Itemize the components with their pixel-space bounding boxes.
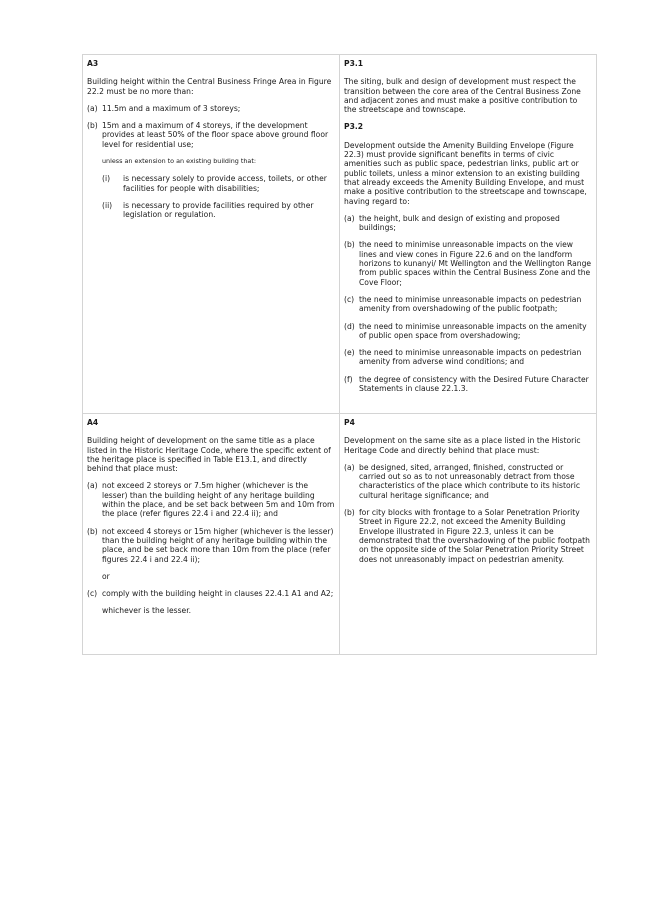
list-marker: (d)	[344, 321, 355, 331]
list-marker: (b)	[344, 508, 355, 518]
list-marker: (b)	[344, 240, 355, 250]
clause-text: Development outside the Amenity Building Envelope (Figure 22.3) must provide significant benefits in terms of civic amenities such as public space, pedestrian links, public art or public toilets, unless a minor extension to an existing building that already exceeds the Amenity Building Envelope, and must make a positive contribution to the streetscape and townscape, having regard to:	[344, 140, 587, 206]
list-text: 15m and a maximum of 4 storeys, if the development provides at least 50% of the floor space above ground floor level for residential use;	[102, 121, 329, 149]
closing-text: whichever is the lesser.	[102, 606, 192, 616]
list-item	[344, 240, 592, 286]
list-item	[344, 508, 592, 564]
list-text: is necessary solely to provide access, toilets, or other facilities for people with disabilities;	[123, 174, 327, 193]
clause-code: P3.2	[344, 122, 364, 132]
clause-intro: Building height of development on the same title as a place listed in the Historic Heritage Code, where the specific extent of the heritage place is specified in Table E13.1, and directly behind that place must:	[87, 436, 331, 474]
clause-intro: Development on the same site as a place listed in the Historic Heritage Code and directly behind that place must:	[344, 436, 581, 455]
list-marker: (e)	[344, 348, 355, 358]
list-item	[344, 295, 592, 314]
list-marker: (a)	[87, 481, 98, 491]
list-text: the need to minimise unreasonable impacts on the amenity of public open space from overshadowing;	[359, 321, 587, 340]
list-item	[344, 375, 592, 394]
list-marker: (b)	[87, 121, 98, 131]
list-text: comply with the building height in clauses 22.4.1 A1 and A2;	[102, 589, 334, 599]
table-row	[83, 414, 597, 655]
performance-criteria-p3	[340, 55, 597, 414]
list-text: be designed, sited, arranged, finished, constructed or carried out so as to not unreasonably detract from those characteristics of the place which contribute to its historic cultural heritage significance; and	[359, 462, 580, 500]
table-row	[83, 55, 597, 414]
list-marker: (c)	[344, 294, 355, 304]
list-item	[87, 527, 335, 564]
list-marker: (i)	[102, 174, 111, 184]
list-item	[344, 322, 592, 341]
list-item	[87, 104, 335, 113]
acceptable-solution-a4	[83, 414, 340, 655]
sub-list-item	[102, 174, 335, 193]
clause-code: P4	[344, 418, 355, 427]
list-item	[87, 589, 335, 598]
clause-code: A4	[87, 418, 99, 427]
list-item	[87, 481, 335, 518]
list-marker: (a)	[344, 213, 355, 223]
list-item	[344, 348, 592, 367]
list-text: the need to minimise unreasonable impacts on pedestrian amenity from adverse wind conditions; and	[359, 348, 582, 367]
standards-table	[82, 54, 597, 655]
list-text: the degree of consistency with the Desired Future Character Statements in clause 22.1.3.	[359, 374, 589, 394]
clause-intro: Building height within the Central Business Fringe Area in Figure 22.2 must be no more than:	[87, 77, 332, 96]
list-marker: (f)	[344, 374, 353, 384]
list-text: not exceed 2 storeys or 7.5m higher (whichever is the lesser) than the building height of any heritage building within the place, and be set back between 5m and 10m from the place (refer figures 22.4 i and 22.4 ii); and	[102, 481, 335, 519]
list-item	[87, 121, 335, 149]
list-marker: (a)	[344, 462, 355, 472]
acceptable-solution-a3	[83, 55, 340, 414]
list-marker: (b)	[87, 526, 98, 536]
list-text: the height, bulk and design of existing and proposed buildings;	[359, 213, 560, 233]
list-marker: (c)	[87, 589, 98, 599]
list-marker: (a)	[87, 103, 98, 113]
list-text: not exceed 4 storeys or 15m higher (whichever is the lesser) than the building height of any heritage building within the place, and be set back more than 10m from the place (refer figures 22.4 i and 22.4 ii);	[102, 526, 334, 564]
list-text: is necessary to provide facilities required by other legislation or regulation.	[123, 200, 314, 220]
list-text: the need to minimise unreasonable impacts on the view lines and view cones in Figure 22.6 and on the landform horizons to kunanyi/ Mt Wellington and the Wellington Range from public spaces within the Central Business Zone and the Cove Floor;	[359, 240, 592, 287]
unless-note: unless an extension to an existing building that:	[102, 157, 257, 166]
clause-code: A3	[87, 59, 99, 68]
performance-criteria-p4	[340, 414, 597, 655]
list-text: 11.5m and a maximum of 3 storeys;	[102, 103, 241, 113]
sub-list-item	[102, 201, 335, 220]
or-connector: or	[102, 571, 110, 581]
list-marker: (ii)	[102, 200, 113, 210]
clause-code: P3.1	[344, 59, 364, 68]
clause-text: The siting, bulk and design of development must respect the transition between the core area of the Central Business Zone and adjacent zones and must make a positive contribution to the streetscape and townscape.	[344, 77, 581, 115]
list-item	[344, 214, 592, 233]
list-item	[344, 463, 592, 500]
list-text: for city blocks with frontage to a Solar Penetration Priority Street in Figure 22.2, not exceed the Amenity Building Envelope illustrated in Figure 22.3, unless it can be demonstrated that the overshadowing of the public footpath on the opposite side of the Solar Penetration Priority Street does not unreasonably impact on pedestrian amenity.	[359, 508, 590, 564]
list-text: the need to minimise unreasonable impacts on pedestrian amenity from overshadowing of the public footpath;	[359, 294, 582, 314]
